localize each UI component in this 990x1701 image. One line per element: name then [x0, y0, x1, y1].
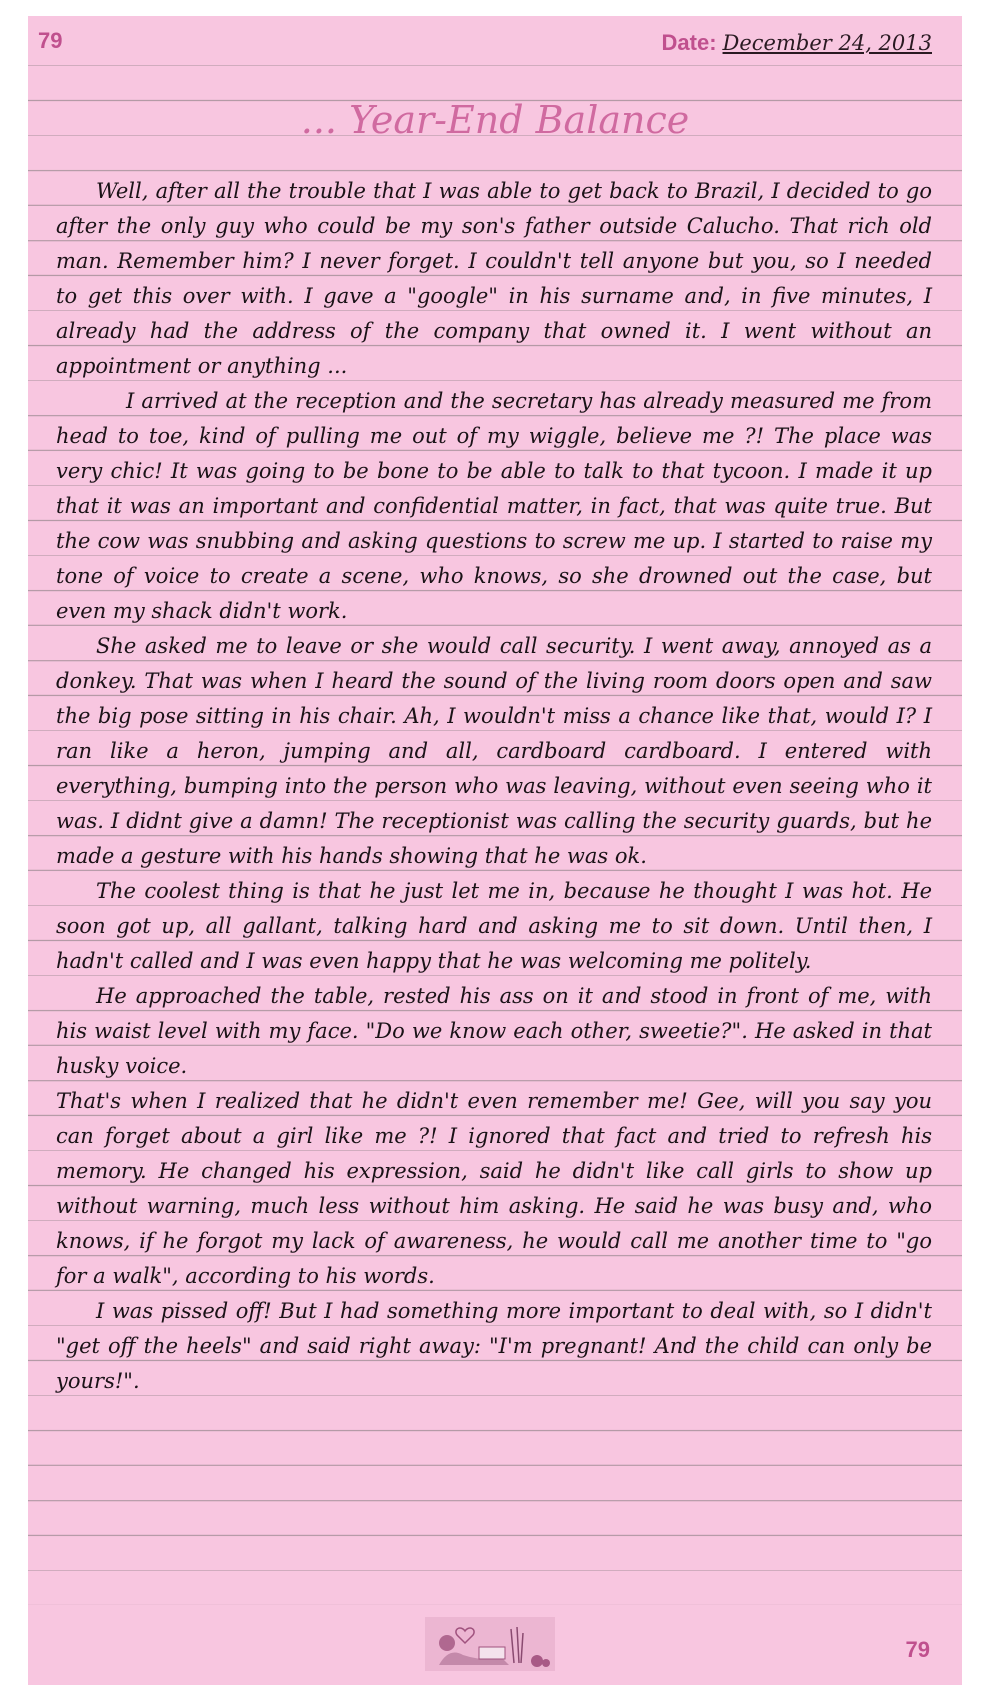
- page-number-bottom: 79: [905, 1637, 930, 1662]
- handwritten-body: [56, 174, 932, 1399]
- paragraph: She asked me to leave or she would call security. I went away, annoyed as a donkey. That was when I heard the sound of the living room doors open and saw the big pose sitting in his chair. Ah, I wouldn't miss a chance like that, would I? I ran like a heron, jumping and all, cardboard cardboard. I entered with everything, bumping into the person who was leaving, without even seeing who it was. I didnt give a damn! The receptionist was calling the security guards, but he made a gesture with his hands showing that he was ok.: [56, 634, 932, 868]
- date-value: December 24, 2013: [722, 31, 932, 55]
- paragraph: He approached the table, rested his ass on it and stood in front of me, with his waist level with my face. "Do we know each other, sweetie?". He asked in that husky voice.: [56, 984, 932, 1078]
- date-label: Date:: [661, 30, 717, 55]
- paragraph: That's when I realized that he didn't even remember me! Gee, will you say you can forget about a girl like me ?! I ignored that fact and tried to refresh his memory. He changed his expression, said he didn't like call girls to show up without warning, much less without him asking. He said he was busy and, who knows, if he forgot my lack of awareness, he would call me another time to "go for a walk", according to his words.: [56, 1089, 932, 1288]
- notebook-page: [28, 16, 962, 1685]
- paragraph: Well, after all the trouble that I was able to get back to Brazil, I decided to go after the only guy who could be my son's father outside Calucho. That rich old man. Remember him? I never forget. I couldn't tell anyone but you, so I needed to get this over with. I gave a "google" in his surname and, in five minutes, I already had the address of the company that owned it. I went without an appointment or anything ...: [56, 179, 932, 378]
- paragraph: I arrived at the reception and the secretary has already measured me from head to toe, kind of pulling me out of my wiggle, believe me ?! The place was very chic! It was going to be bone to be able to talk to that tycoon. I made it up that it was an important and confidential matter, in fact, that was quite true. But the cow was snubbing and asking questions to screw me up. I started to raise my tone of voice to create a scene, who knows, so she drowned out the case, but even my shack didn't work.: [56, 389, 932, 623]
- paragraph: I was pissed off! But I had something more important to deal with, so I didn't "get off the heels" and said right away: "I'm pregnant! And the child can only be yours!".: [56, 1299, 932, 1393]
- paragraph: The coolest thing is that he just let me in, because he thought I was hot. He soon got up, all gallant, talking hard and asking me to sit down. Until then, I hadn't called and I was even happy that he was welcoming me politely.: [56, 879, 932, 973]
- date-line: [662, 30, 932, 56]
- girl-reading-heart-illustration-icon: [425, 1617, 555, 1671]
- page-header: [28, 16, 962, 62]
- page-title: ... Year-End Balance: [300, 98, 690, 142]
- page-number-top: 79: [38, 28, 63, 53]
- page-footer: [28, 1605, 962, 1685]
